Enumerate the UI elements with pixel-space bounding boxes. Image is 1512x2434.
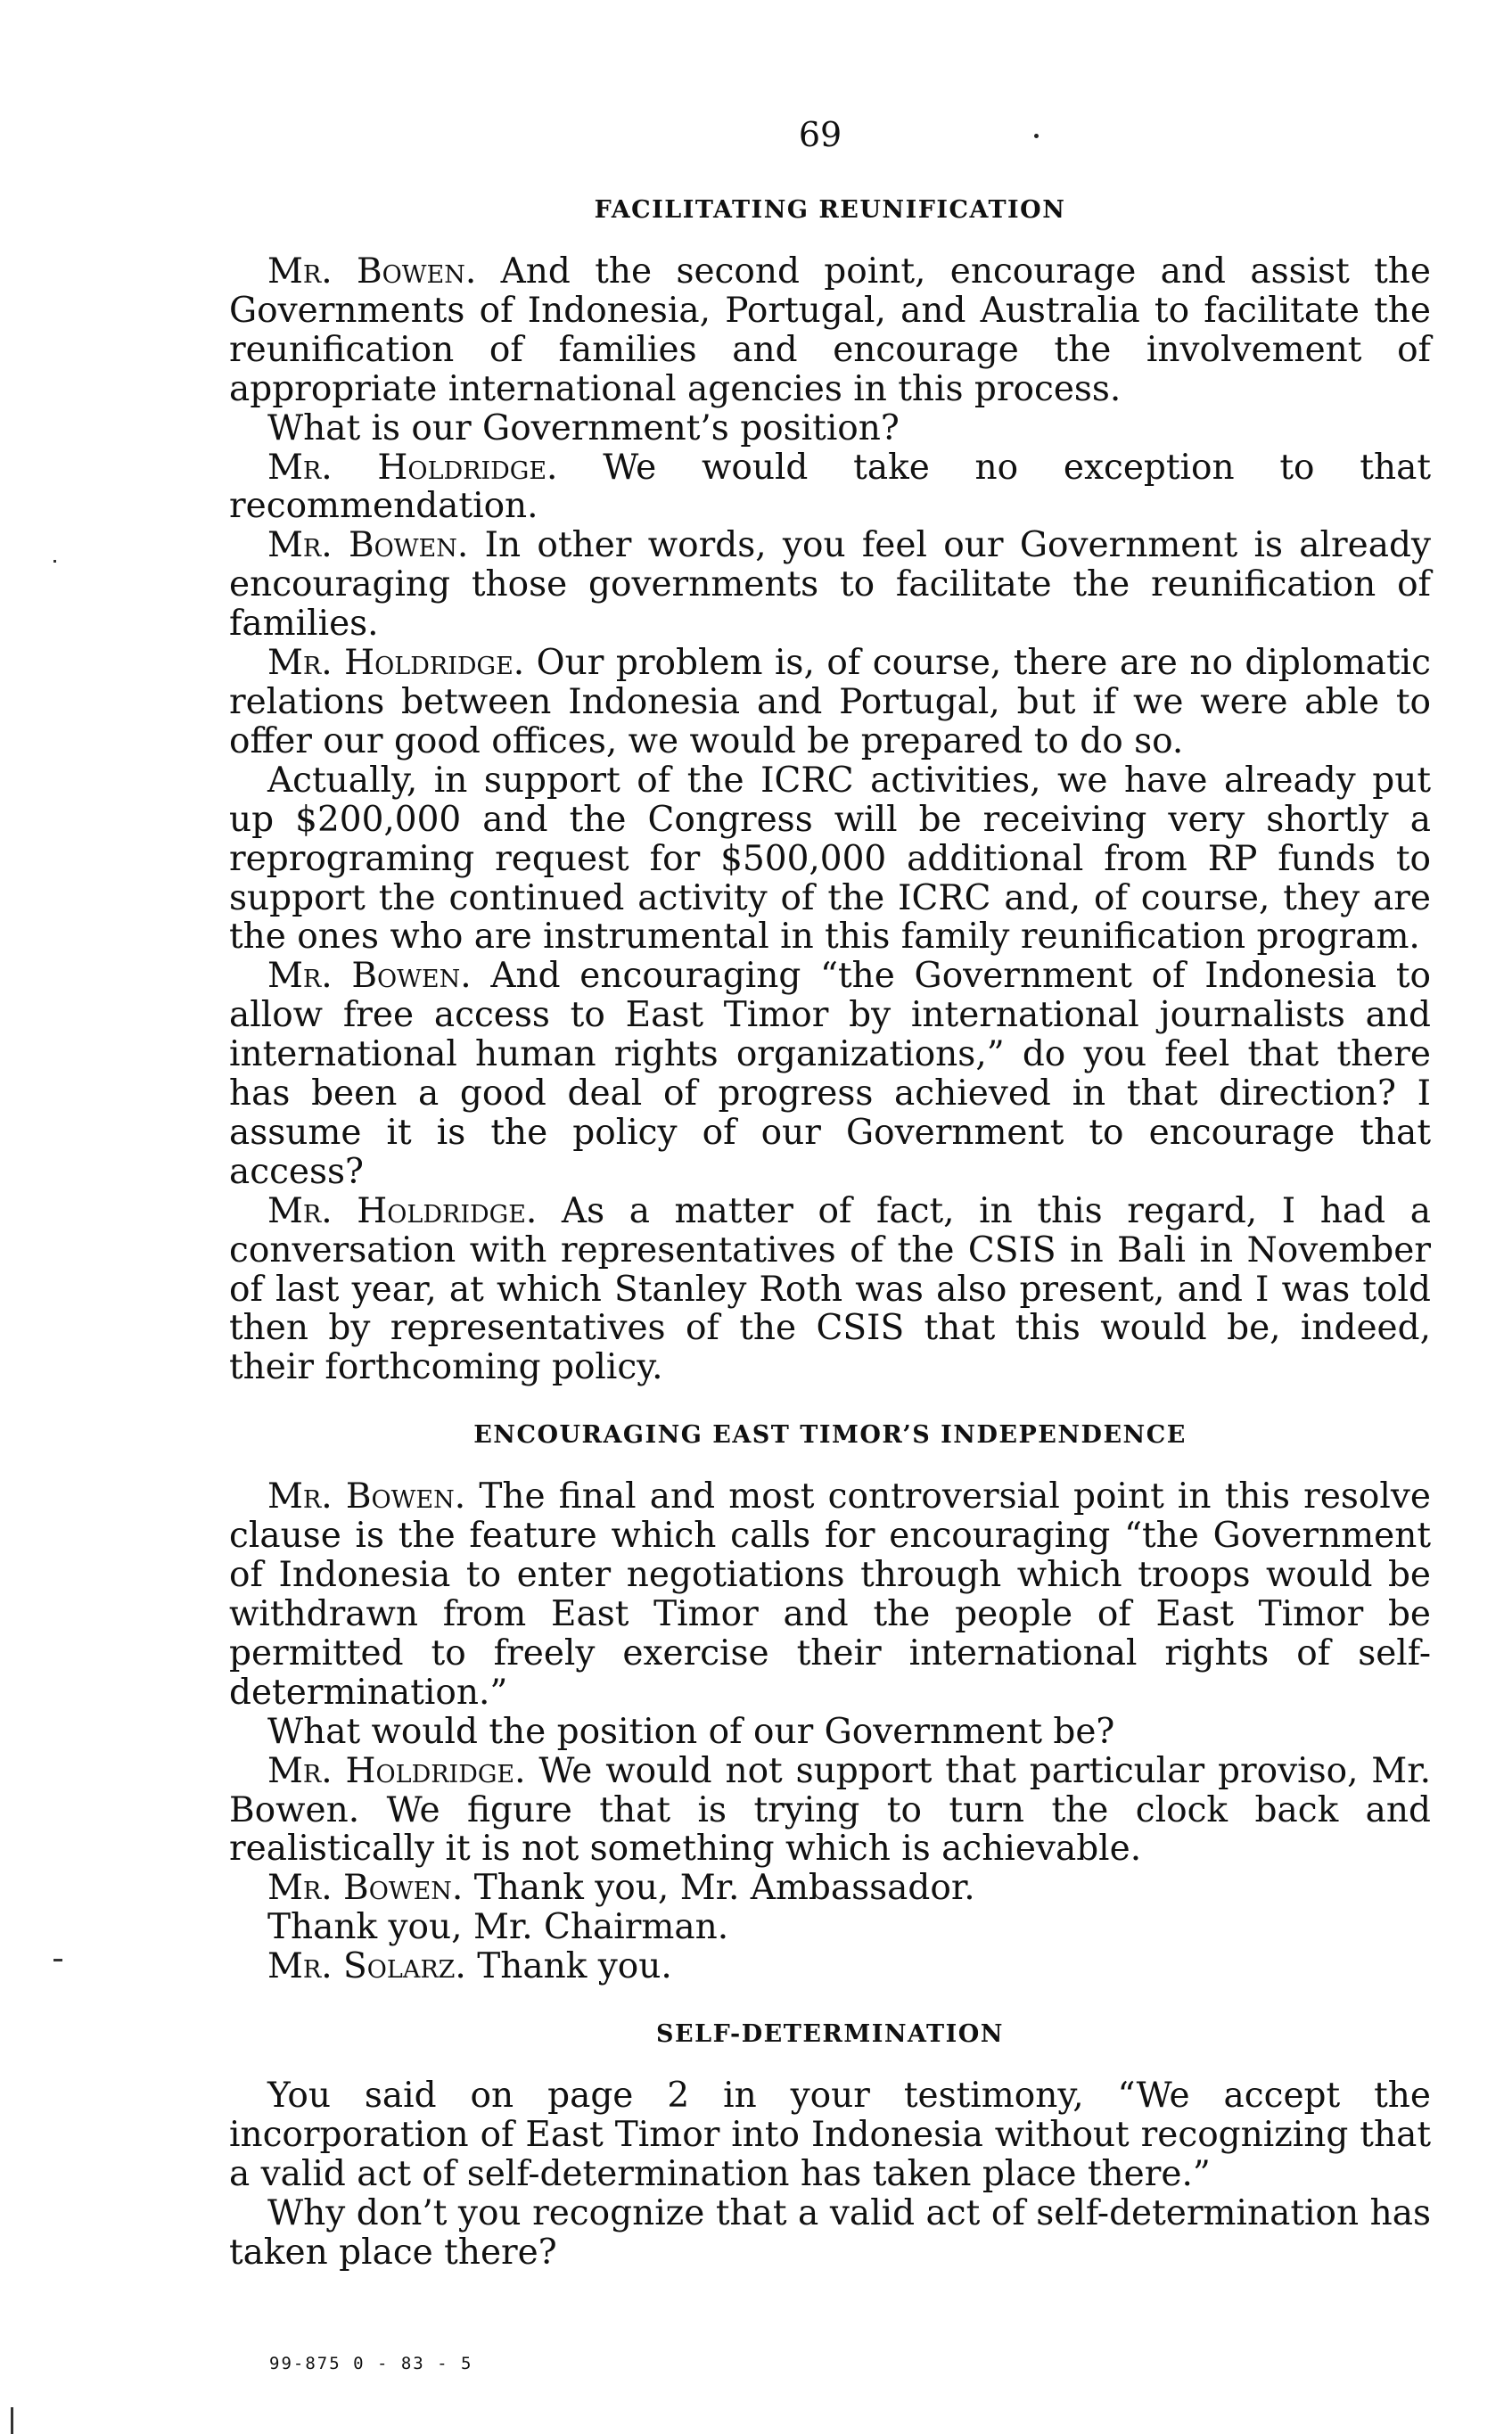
page-dot: [1034, 134, 1039, 138]
scan-mark: [11, 2407, 13, 2434]
paragraph: [229, 1192, 1431, 1388]
paragraph: [229, 409, 1431, 448]
paragraph-text: Why don’t you recognize that a valid act of self-determination has taken place there?: [229, 2192, 1431, 2273]
paragraph-text: Thank you, Mr. Ambassador.: [463, 1868, 975, 1909]
paragraph-text: You said on page 2 in your testimony, “We accept the incorporation of East Timor into Indonesia without recognizing that a valid act of self-determination has taken place there.”: [229, 2076, 1431, 2194]
section-heading-independence: ENCOURAGING EAST TIMOR’S INDEPENDENCE: [473, 1421, 1187, 1450]
paragraph: [229, 1752, 1431, 1870]
paragraph-text: We would not support that particular proviso, Mr. Bowen. We figure that is trying to turn the clock back and realistically it is not something which is achievable.: [229, 1750, 1431, 1870]
paragraph: [229, 1477, 1431, 1712]
speaker: Mr. Bowen.: [267, 251, 477, 292]
paragraph: [229, 1869, 1431, 1908]
paragraph-text: Actually, in support of the ICRC activities, we have already put up $200,000 and the Congress will be receiving very shortly a reprograming request for $500,000 additional from RP funds to support the continued activity of the ICRC and, of course, they are the ones who are instrumental in this family reunification program.: [229, 760, 1431, 958]
paragraph-text: Thank you, Mr. Chairman.: [267, 1907, 729, 1948]
speaker: Mr. Bowen.: [267, 1476, 466, 1517]
paragraph-text: Our problem is, of course, there are no diplomatic relations between Indonesia and Portugal, but if we were able to offer our good offices, we would be prepared to do so.: [229, 643, 1431, 761]
paragraph: [229, 1713, 1431, 1752]
scan-mark: [53, 560, 56, 563]
paragraph-text: The final and most controversial point in this resolve clause is the feature which calls for encouraging “the Government of Indonesia to enter negotiations through which troops would be withdrawn from East Timor and the people of East Timor be permitted to freely exercise their international rights of self-determination.”: [229, 1476, 1431, 1713]
paragraph: [229, 2076, 1431, 2194]
paragraph: [229, 448, 1431, 527]
page-number: 69: [798, 115, 842, 154]
paragraph: [229, 2194, 1431, 2273]
paragraph: [229, 761, 1431, 958]
paragraph: [229, 1908, 1431, 1947]
paragraph-text: We would take no exception to that recommendation.: [229, 447, 1431, 527]
paragraph-text: And the second point, encourage and assist the Governments of Indonesia, Portugal, and Australia to facilitate the reunification of families and encourage the involvement of appropriate international agencies in this process.: [229, 251, 1432, 409]
paragraph-text: In other words, you feel our Government is already encouraging those governments to facilitate the reunification of families.: [229, 525, 1431, 645]
speaker: Mr. Holdridge.: [267, 1750, 526, 1791]
paragraph: [229, 1947, 1431, 1986]
section-heading-reunification: FACILITATING REUNIFICATION: [594, 196, 1066, 224]
paragraph-text: What would the position of our Government be?: [267, 1711, 1115, 1752]
section-heading-self-determination: SELF-DETERMINATION: [656, 2020, 1004, 2049]
speaker: Mr. Holdridge.: [267, 1190, 538, 1231]
paragraph: [229, 526, 1431, 644]
paragraph-text: As a matter of fact, in this regard, I had a conversation with representatives of the CSIS in Bali in November of last year, at which Stanley Roth was also present, and I was told then by representatives of the CSIS that this would be, indeed, their forthcoming policy.: [229, 1190, 1431, 1388]
paragraph: [229, 957, 1431, 1191]
speaker: Mr. Bowen.: [267, 525, 469, 566]
paragraph: [229, 644, 1431, 761]
paragraph-text: And encouraging “the Government of Indonesia to allow free access to East Timor by international journalists and international human rights organizations,” do you feel that there has been a good deal of progress achieved in that direction? I assume it is the policy of our Government to encourage that access?: [229, 956, 1431, 1192]
speaker: Mr. Holdridge.: [267, 643, 525, 684]
document-body: [229, 198, 1431, 2273]
speaker: Mr. Holdridge.: [267, 447, 558, 488]
paragraph: [229, 252, 1431, 409]
speaker: Mr. Bowen.: [267, 1868, 464, 1909]
paragraph-text: Thank you.: [465, 1946, 672, 1987]
scan-mark: [53, 1959, 62, 1961]
footer-print-code: 99-875 0 - 83 - 5: [269, 2354, 473, 2373]
speaker: Mr. Solarz.: [267, 1946, 466, 1987]
speaker: Mr. Bowen.: [267, 956, 472, 997]
paragraph-text: What is our Government’s position?: [267, 407, 900, 448]
